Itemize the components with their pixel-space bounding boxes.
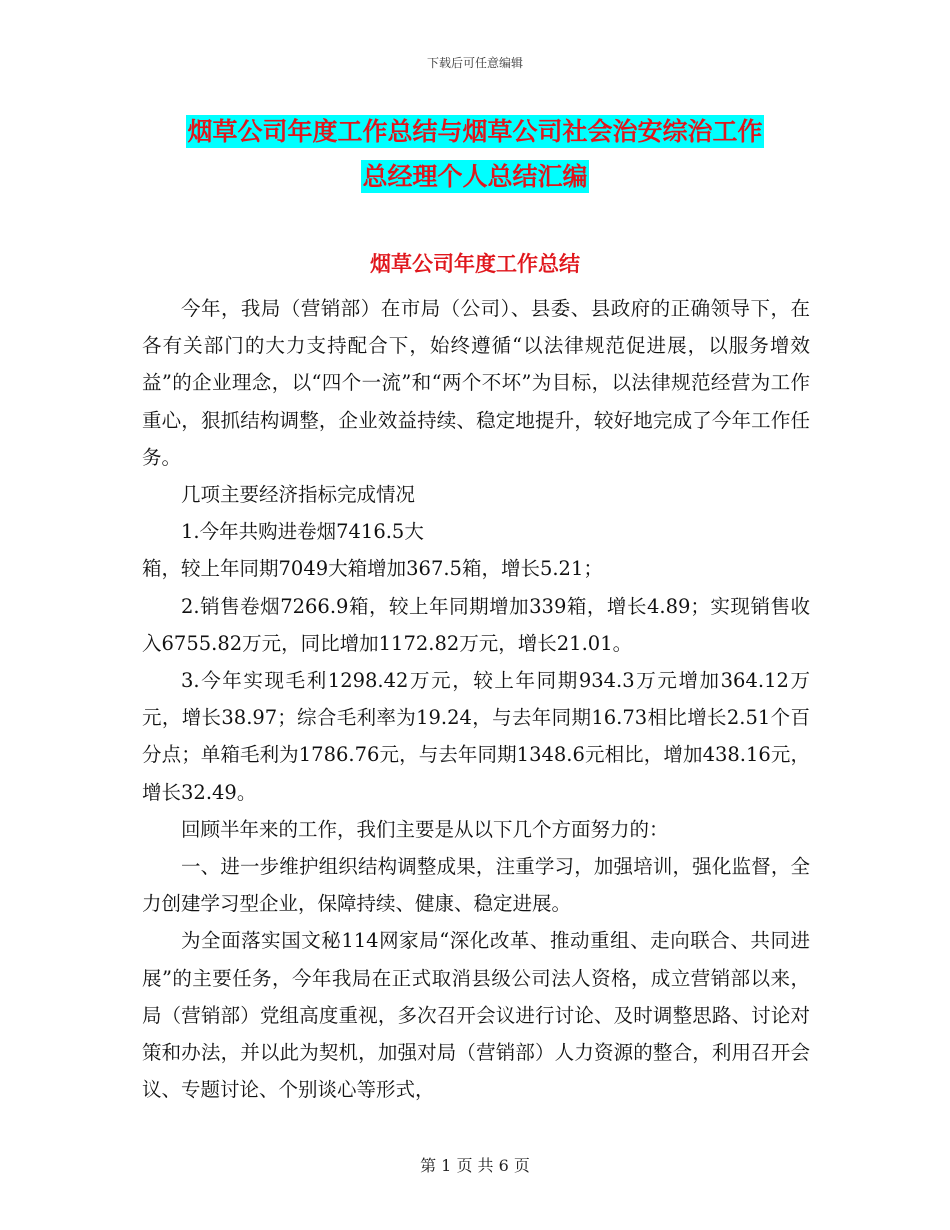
title-line-1-text: 烟草公司年度工作总结与烟草公司社会治安综治工作 [187,117,763,146]
document-title-line-2 [0,157,950,193]
paragraph: 一、进一步维护组织结构调整成果，注重学习，加强培训，强化监督，全力创建学习型企业，保障持续、健康、稳定进展。 [142,855,810,916]
paragraph: 箱，较上年同期7049大箱增加367.5箱，增长5.21； [142,557,603,581]
paragraph: 几项主要经济指标完成情况 [181,483,416,507]
document-title-line-1 [0,112,950,148]
body-text [142,290,810,1108]
title-line-2-text: 总经理个人总结汇编 [362,162,588,191]
header-note: 下载后可任意编辑 [426,56,523,70]
paragraph: 3.今年实现毛利1298.42万元，较上年同期934.3万元增加364.12万元，增长38.97；综合毛利率为19.24，与去年同期16.73相比增长2.51个百分点；单箱毛利为1786.76元，与去年同期1348.6元相比，增加438.16元，增长32.49。 [142,669,810,804]
paragraph: 回顾半年来的工作，我们主要是从以下几个方面努力的： [181,817,669,841]
paragraph: 为全面落实国文秘114网家局“深化改革、推动重组、走向联合、共同进展”的主要任务，今年我局在正式取消县级公司法人资格，成立营销部以来，局（营销部）党组高度重视，多次召开会议进行讨论、及时调整思路、讨论对策和办法，并以此为契机，加强对局（营销部）人力资源的整合，利用召开会议、专题讨论、个别谈心等形式， [142,929,810,1102]
paragraph: 2.销售卷烟7266.9箱，较上年同期增加339箱，增长4.89；实现销售收入6755.82万元，同比增加1172.82万元，增长21.01。 [142,594,810,655]
paragraph: 1.今年共购进卷烟7416.5大 [181,520,424,544]
page-footer: 第 1 页 共 6 页 [420,1156,530,1175]
paragraph: 今年，我局（营销部）在市局（公司）、县委、县政府的正确领导下，在各有关部门的大力支持配合下，始终遵循“以法律规范促进展，以服务增效益”的企业理念，以“四个一流”和“两个不坏”为目标，以法律规范经营为工作重心，狠抓结构调整，企业效益持续、稳定地提升，较好地完成了今年工作任务。 [142,297,810,469]
section-title: 烟草公司年度工作总结 [370,252,580,276]
